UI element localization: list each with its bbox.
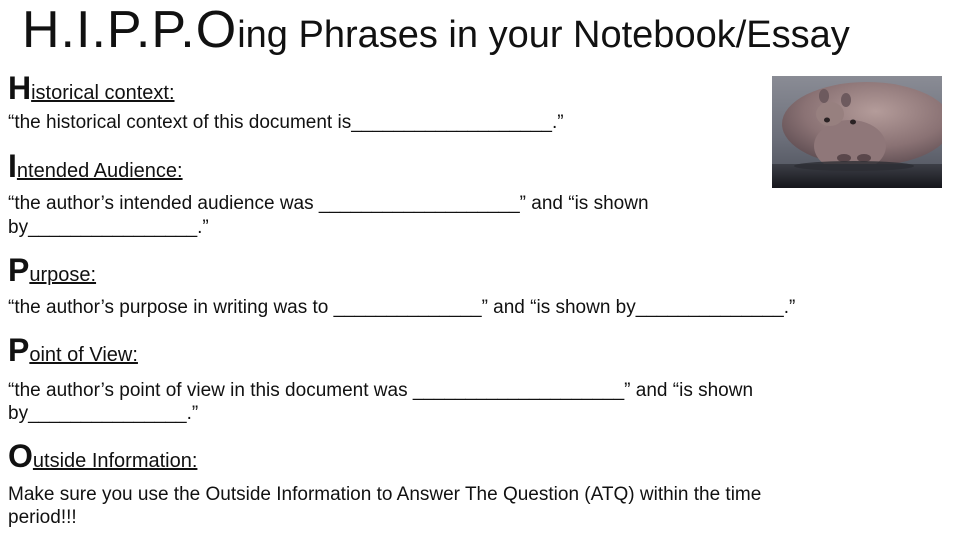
section-heading-purpose: Purpose: xyxy=(8,252,97,288)
intended-audience-line-1: “the author’s intended audience was ___________________” and “is shown xyxy=(8,193,649,214)
title-rest: ing Phrases in your Notebook/Essay xyxy=(237,14,850,56)
hippo-photo xyxy=(772,76,942,188)
section-heading-intended-audience: Intended Audience: xyxy=(8,148,183,184)
purpose-line: “the author’s purpose in writing was to ______________” and “is shown by______________.” xyxy=(8,297,796,318)
outside-information-line-2: period!!! xyxy=(8,507,77,528)
section-heading-outside-information: Outside Information: xyxy=(8,438,198,474)
outside-information-line-1: Make sure you use the Outside Information to Answer The Question (ATQ) within the time xyxy=(8,484,762,505)
intended-audience-line-2: by________________.” xyxy=(8,217,209,238)
page-title xyxy=(22,1,850,59)
hippo-image xyxy=(772,76,942,188)
title-acronym: H.I.P.P.O xyxy=(22,1,238,59)
historical-context-line: “the historical context of this document is___________________.” xyxy=(8,112,564,133)
point-of-view-line-1: “the author’s point of view in this document was ____________________” and “is shown xyxy=(8,380,754,401)
point-of-view-line-2: by_______________.” xyxy=(8,403,199,424)
section-heading-historical-context: Historical context: xyxy=(8,70,175,106)
section-heading-point-of-view: Point of View: xyxy=(8,332,138,368)
